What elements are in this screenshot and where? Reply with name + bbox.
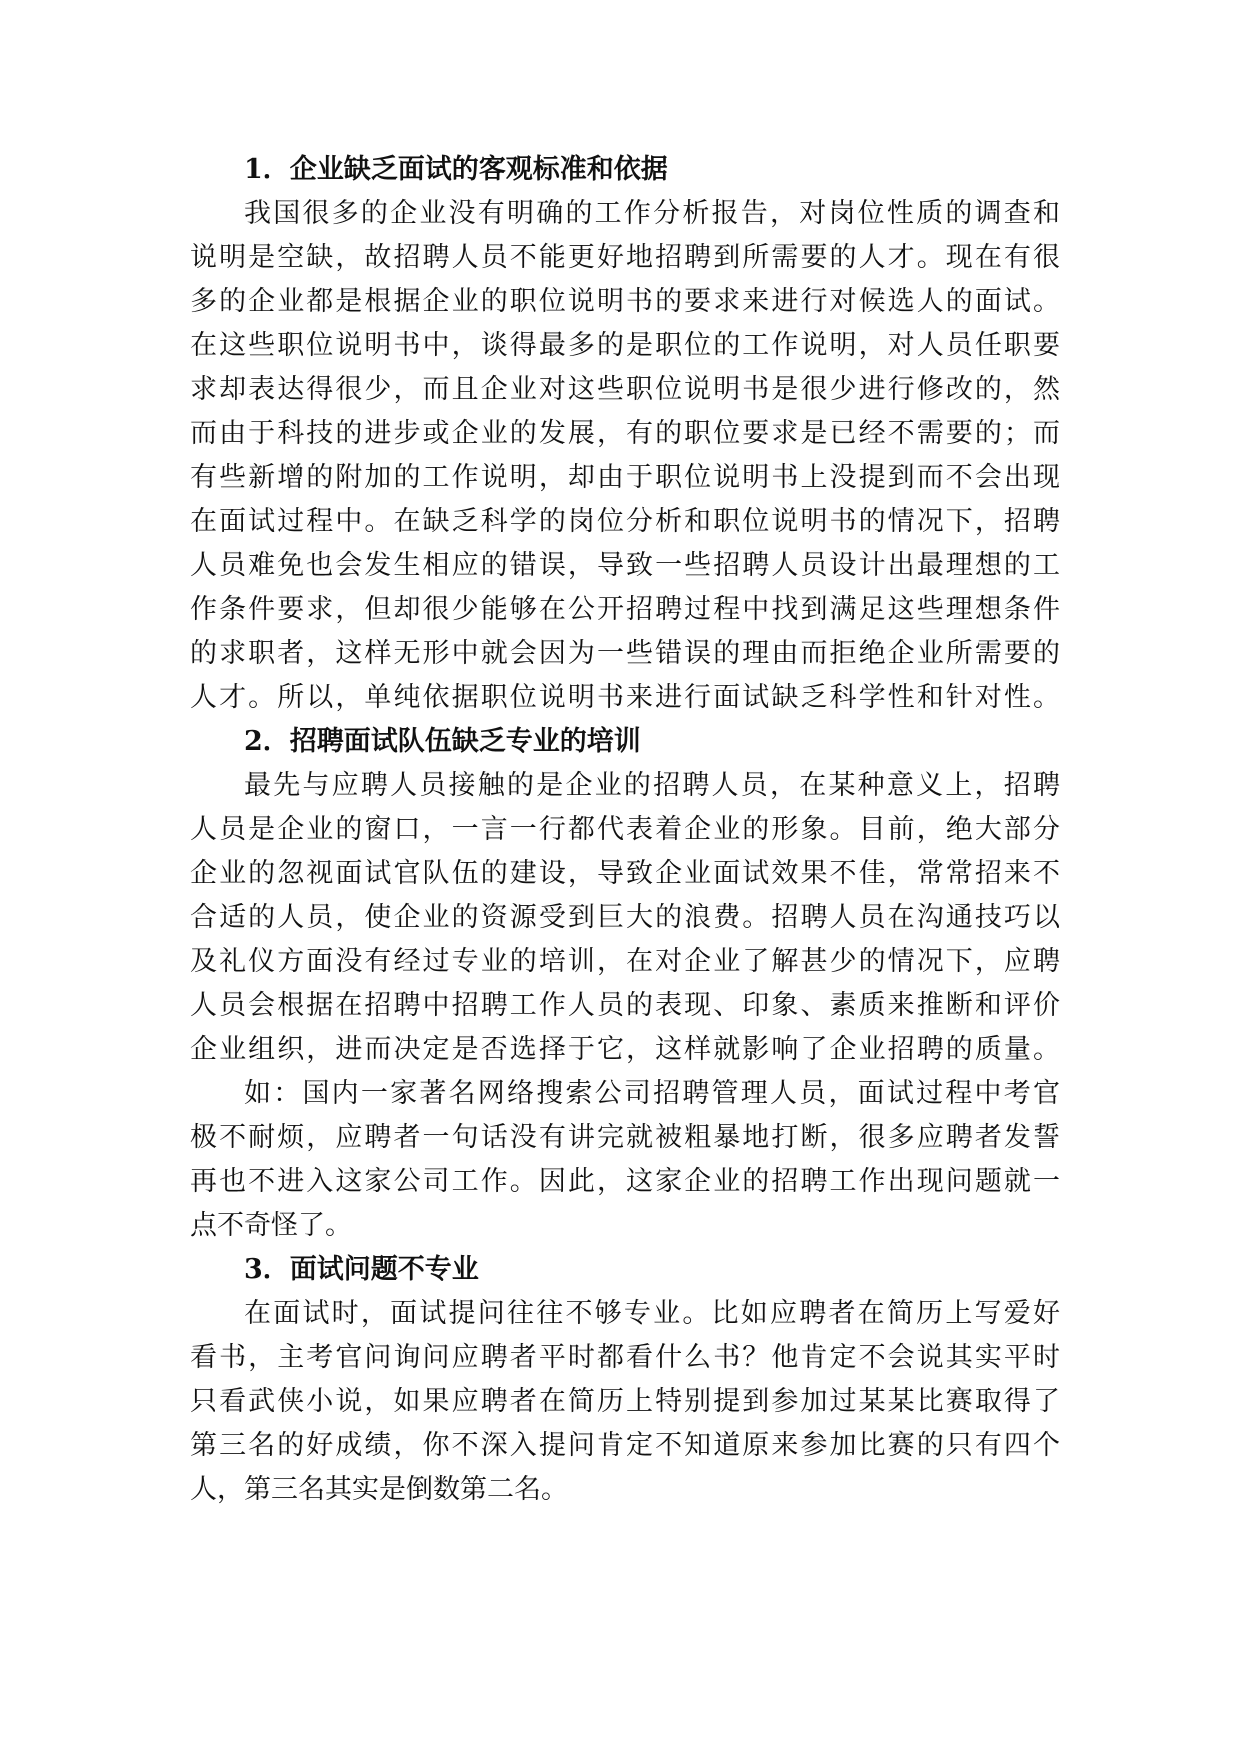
- text-line: 极不耐烦，应聘者一句话没有讲完就被粗暴地打断，很多应聘者发誓: [190, 1122, 1060, 1153]
- text-line: 人员是企业的窗口，一言一行都代表着企业的形象。目前，绝大部分: [190, 814, 1060, 845]
- text-line: 的求职者，这样无形中就会因为一些错误的理由而拒绝企业所需要的: [190, 638, 1060, 669]
- text-line: 企业组织，进而决定是否选择于它，这样就影响了企业招聘的质量。: [190, 1034, 1060, 1065]
- text-line: 我国很多的企业没有明确的工作分析报告，对岗位性质的调查和: [244, 198, 1060, 229]
- text-line: 最先与应聘人员接触的是企业的招聘人员，在某种意义上，招聘: [244, 770, 1060, 801]
- section-heading: 2．招聘面试队伍缺乏专业的培训: [244, 726, 641, 757]
- section-heading: 3．面试问题不专业: [244, 1254, 479, 1285]
- text-line: 看书，主考官问询问应聘者平时都看什么书？他肯定不会说其实平时: [190, 1342, 1060, 1373]
- text-line: 在面试过程中。在缺乏科学的岗位分析和职位说明书的情况下，招聘: [190, 506, 1060, 537]
- text-line: 人员难免也会发生相应的错误，导致一些招聘人员设计出最理想的工: [190, 550, 1060, 581]
- text-line: 说明是空缺，故招聘人员不能更好地招聘到所需要的人才。现在有很: [190, 242, 1060, 273]
- text-line: 点不奇怪了。: [190, 1210, 352, 1241]
- text-line: 有些新增的附加的工作说明，却由于职位说明书上没提到而不会出现: [190, 462, 1060, 493]
- text-line: 再也不进入这家公司工作。因此，这家企业的招聘工作出现问题就一: [190, 1166, 1060, 1197]
- text-line: 人，第三名其实是倒数第二名。: [190, 1474, 568, 1505]
- text-line: 在这些职位说明书中，谈得最多的是职位的工作说明，对人员任职要: [190, 330, 1060, 361]
- text-line: 只看武侠小说，如果应聘者在简历上特别提到参加过某某比赛取得了: [190, 1386, 1060, 1417]
- text-line: 合适的人员，使企业的资源受到巨大的浪费。招聘人员在沟通技巧以: [190, 902, 1060, 933]
- text-line: 作条件要求，但却很少能够在公开招聘过程中找到满足这些理想条件: [190, 594, 1060, 625]
- text-line: 如：国内一家著名网络搜索公司招聘管理人员，面试过程中考官: [244, 1078, 1060, 1109]
- section-heading: 1．企业缺乏面试的客观标准和依据: [244, 154, 668, 185]
- text-line: 而由于科技的进步或企业的发展，有的职位要求是已经不需要的；而: [190, 418, 1060, 449]
- text-line: 及礼仪方面没有经过专业的培训，在对企业了解甚少的情况下，应聘: [190, 946, 1060, 977]
- text-line: 企业的忽视面试官队伍的建设，导致企业面试效果不佳，常常招来不: [190, 858, 1060, 889]
- text-line: 人员会根据在招聘中招聘工作人员的表现、印象、素质来推断和评价: [190, 990, 1060, 1021]
- text-line: 人才。所以，单纯依据职位说明书来进行面试缺乏科学性和针对性。: [190, 682, 1060, 713]
- text-line: 求却表达得很少，而且企业对这些职位说明书是很少进行修改的，然: [190, 374, 1060, 405]
- text-line: 多的企业都是根据企业的职位说明书的要求来进行对候选人的面试。: [190, 286, 1060, 317]
- document-page: [190, 148, 1060, 1512]
- text-line: 在面试时，面试提问往往不够专业。比如应聘者在简历上写爱好: [244, 1298, 1060, 1329]
- text-line: 第三名的好成绩，你不深入提问肯定不知道原来参加比赛的只有四个: [190, 1430, 1060, 1461]
